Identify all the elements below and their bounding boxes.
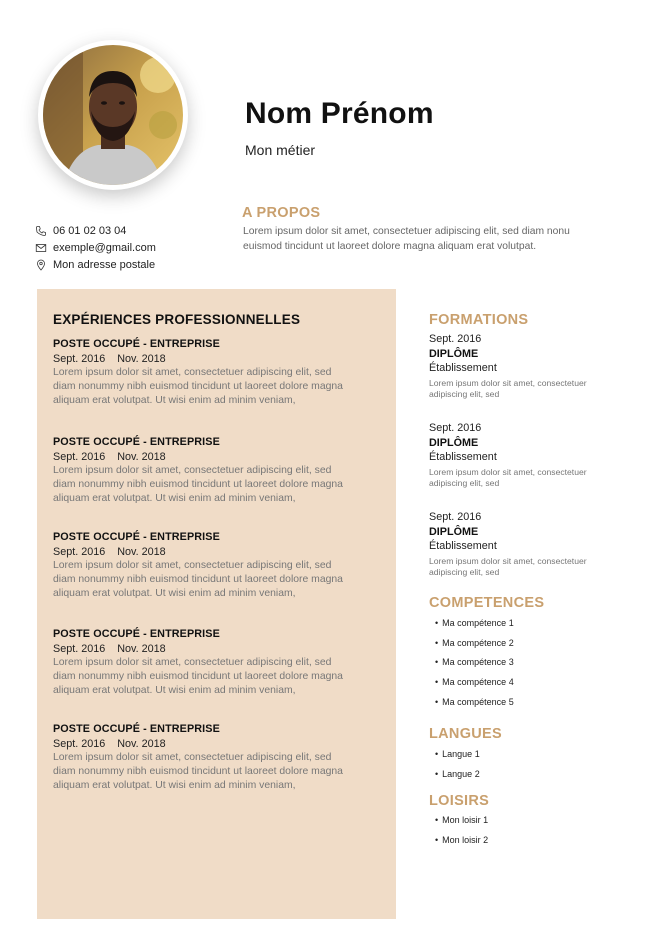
experience-end: Nov. 2018 bbox=[117, 643, 166, 655]
experience-position: POSTE OCCUPÉ - ENTREPRISE bbox=[53, 338, 220, 350]
experience-start: Sept. 2016 bbox=[53, 643, 106, 655]
email-text: exemple@gmail.com bbox=[53, 242, 156, 254]
experience-position: POSTE OCCUPÉ - ENTREPRISE bbox=[53, 436, 220, 448]
education-date: Sept. 2016 bbox=[429, 511, 482, 523]
experience-start: Sept. 2016 bbox=[53, 546, 106, 558]
skill-item: • Ma compétence 2 bbox=[435, 638, 514, 648]
education-date: Sept. 2016 bbox=[429, 422, 482, 434]
education-description: Lorem ipsum dolor sit amet, consectetuer adipiscing elit, sed bbox=[429, 467, 587, 488]
skill-item: • Ma compétence 4 bbox=[435, 677, 514, 687]
profile-photo bbox=[43, 45, 183, 185]
experience-dates bbox=[53, 353, 353, 365]
education-degree: DIPLÔME bbox=[429, 526, 479, 538]
phone-icon bbox=[35, 225, 47, 237]
education-heading: FORMATIONS bbox=[429, 312, 529, 328]
education-description: Lorem ipsum dolor sit amet, consectetuer adipiscing elit, sed bbox=[429, 378, 587, 399]
experience-end: Nov. 2018 bbox=[117, 738, 166, 750]
hobbies-heading: LOISIRS bbox=[429, 793, 490, 809]
phone-text: 06 01 02 03 04 bbox=[53, 225, 127, 237]
experience-description: Lorem ipsum dolor sit amet, consectetuer adipiscing elit, sed diam nonummy nibh euismod tincidunt ut laoreet dolore magna aliquam erat volutpat. Ut wisi enim ad minim veniam, bbox=[53, 465, 343, 504]
experience-item bbox=[53, 628, 353, 698]
about-heading: A PROPOS bbox=[242, 205, 321, 221]
address-text: Mon adresse postale bbox=[53, 259, 156, 271]
education-description: Lorem ipsum dolor sit amet, consectetuer adipiscing elit, sed bbox=[429, 556, 587, 577]
education-school: Établissement bbox=[429, 451, 497, 463]
education-item bbox=[429, 422, 609, 489]
hobby-item: • Mon loisir 1 bbox=[435, 815, 488, 825]
experience-item bbox=[53, 531, 353, 601]
location-pin-icon bbox=[35, 259, 47, 271]
skill-item: • Ma compétence 1 bbox=[435, 618, 514, 628]
experience-dates bbox=[53, 546, 353, 558]
contact-address[interactable] bbox=[35, 259, 155, 271]
language-item: • Langue 2 bbox=[435, 769, 480, 779]
experience-start: Sept. 2016 bbox=[53, 738, 106, 750]
experience-position: POSTE OCCUPÉ - ENTREPRISE bbox=[53, 723, 220, 735]
experience-start: Sept. 2016 bbox=[53, 451, 106, 463]
experience-dates bbox=[53, 738, 353, 750]
experience-description: Lorem ipsum dolor sit amet, consectetuer adipiscing elit, sed diam nonummy nibh euismod tincidunt ut laoreet dolore magna aliquam erat volutpat. Ut wisi enim ad minim veniam, bbox=[53, 560, 343, 599]
education-item bbox=[429, 333, 609, 400]
education-item bbox=[429, 511, 609, 578]
experience-description: Lorem ipsum dolor sit amet, consectetuer adipiscing elit, sed diam nonummy nibh euismod tincidunt ut laoreet dolore magna aliquam erat volutpat. Ut wisi enim ad minim veniam, bbox=[53, 367, 343, 406]
hobby-item: • Mon loisir 2 bbox=[435, 835, 488, 845]
experience-item bbox=[53, 723, 353, 793]
profile-photo-frame bbox=[38, 40, 188, 190]
contact-email[interactable] bbox=[35, 242, 156, 254]
education-school: Établissement bbox=[429, 362, 497, 374]
experience-position: POSTE OCCUPÉ - ENTREPRISE bbox=[53, 531, 220, 543]
education-date: Sept. 2016 bbox=[429, 333, 482, 345]
experience-description: Lorem ipsum dolor sit amet, consectetuer adipiscing elit, sed diam nonummy nibh euismod tincidunt ut laoreet dolore magna aliquam erat volutpat. Ut wisi enim ad minim veniam, bbox=[53, 657, 343, 696]
envelope-icon bbox=[35, 242, 47, 254]
experience-dates bbox=[53, 643, 353, 655]
experience-position: POSTE OCCUPÉ - ENTREPRISE bbox=[53, 628, 220, 640]
language-item: • Langue 1 bbox=[435, 749, 480, 759]
education-degree: DIPLÔME bbox=[429, 437, 479, 449]
education-school: Établissement bbox=[429, 540, 497, 552]
about-text: Lorem ipsum dolor sit amet, consectetuer adipiscing elit, sed diam nonu euismod tincidunt ut laoreet dolore magna aliquam erat volutpat. bbox=[243, 226, 570, 252]
skill-item: • Ma compétence 3 bbox=[435, 657, 514, 667]
experience-end: Nov. 2018 bbox=[117, 353, 166, 365]
experience-item bbox=[53, 338, 353, 408]
experience-end: Nov. 2018 bbox=[117, 546, 166, 558]
experience-dates bbox=[53, 451, 353, 463]
job-title: Mon métier bbox=[245, 142, 316, 158]
experience-end: Nov. 2018 bbox=[117, 451, 166, 463]
languages-heading: LANGUES bbox=[429, 726, 502, 742]
skills-heading: COMPETENCES bbox=[429, 595, 545, 611]
skill-item: • Ma compétence 5 bbox=[435, 697, 514, 707]
experience-heading: EXPÉRIENCES PROFESSIONNELLES bbox=[53, 312, 301, 327]
experience-start: Sept. 2016 bbox=[53, 353, 106, 365]
education-degree: DIPLÔME bbox=[429, 348, 479, 360]
experience-description: Lorem ipsum dolor sit amet, consectetuer adipiscing elit, sed diam nonummy nibh euismod tincidunt ut laoreet dolore magna aliquam erat volutpat. Ut wisi enim ad minim veniam, bbox=[53, 752, 343, 791]
profile-photo-image bbox=[43, 45, 183, 185]
full-name: Nom Prénom bbox=[245, 97, 434, 130]
contact-phone[interactable] bbox=[35, 225, 126, 237]
experience-item bbox=[53, 436, 353, 506]
